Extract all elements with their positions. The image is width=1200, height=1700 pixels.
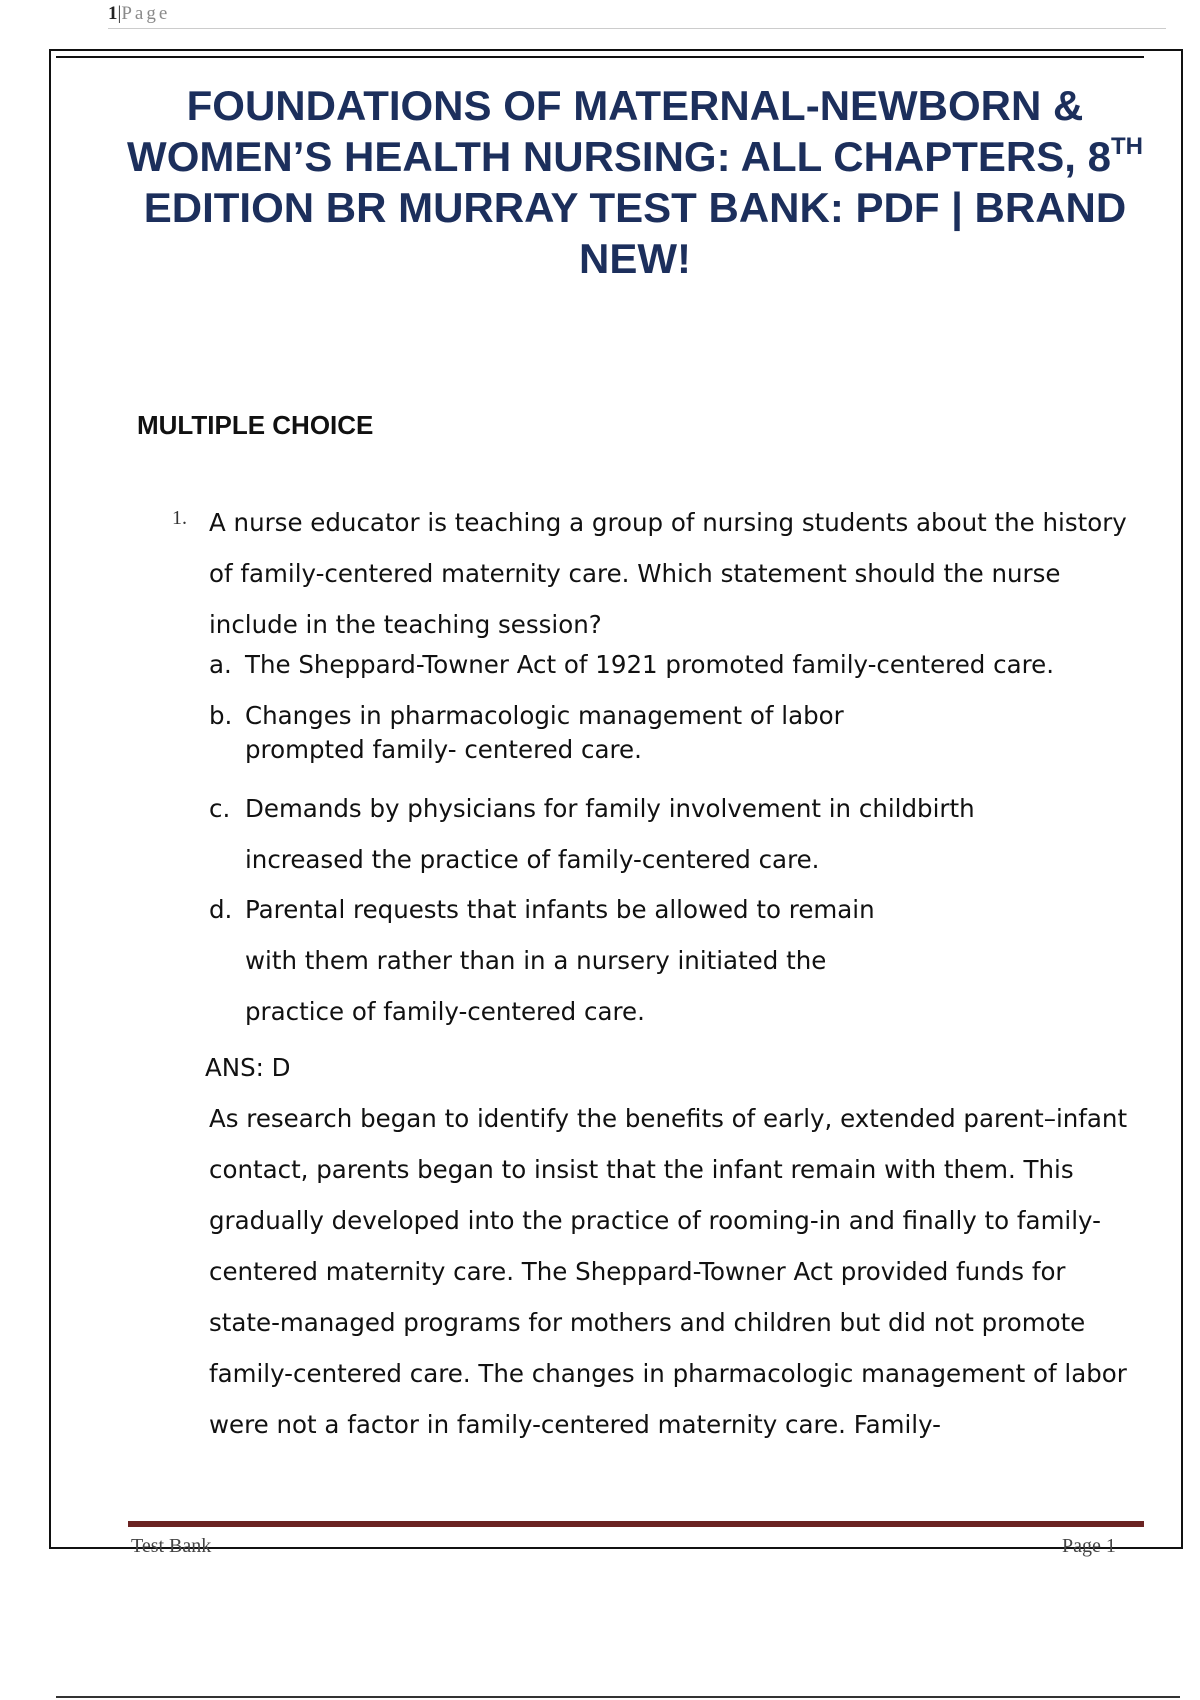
footer-left: Test Bank xyxy=(131,1535,212,1557)
page-label: Page xyxy=(121,3,171,24)
page-header xyxy=(108,0,1166,29)
section-heading: MULTIPLE CHOICE xyxy=(137,410,374,440)
answer-key: ANS: D xyxy=(205,1053,291,1082)
option-b-letter: b. xyxy=(209,701,233,730)
page-separator: | xyxy=(117,3,122,24)
title-part-2: EDITION BR MURRAY TEST BANK: PDF | BRAND NEW! xyxy=(143,184,1127,282)
page-number: 1 xyxy=(108,3,118,24)
answer-rationale: As research began to identify the benefits of early, extended parent–infant contact, parents began to insist that the infant remain with them. This gradually developed into the practice of rooming-in and finally to family-centered maternity care. The Sheppard-Towner Act provided funds for state-managed programs for mothers and children but did not promote family-centered care. The changes in pharmacologic management of labor were not a factor in family-centered maternity care. Family- xyxy=(209,1104,1128,1439)
option-d-text: Parental requests that infants be allowed to remain with them rather than in a nursery initiated the practice of family-centered care. xyxy=(245,895,875,1026)
footer-right: Page 1 xyxy=(1062,1535,1116,1557)
option-d-letter: d. xyxy=(209,895,233,924)
option-c-text: Demands by physicians for family involvement in childbirth increased the practice of family-centered care. xyxy=(245,794,975,874)
option-b-text: Changes in pharmacologic management of labor prompted family- centered care. xyxy=(245,701,844,764)
title-part-1: FOUNDATIONS OF MATERNAL-NEWBORN & WOMEN’S HEALTH NURSING: ALL CHAPTERS, 8 xyxy=(127,82,1111,180)
option-a-text: The Sheppard-Towner Act of 1921 promoted family-centered care. xyxy=(245,650,1054,679)
footer-rule xyxy=(128,1521,1144,1527)
option-a-letter: a. xyxy=(209,650,232,679)
bottom-rule xyxy=(56,1696,1180,1698)
question-stem: A nurse educator is teaching a group of nursing students about the history of family-centered maternity care. Which statement should the nurse include in the teaching session? xyxy=(209,508,1127,639)
title-superscript: TH xyxy=(1110,133,1143,160)
document-title xyxy=(100,80,1170,284)
question-number: 1. xyxy=(172,507,187,529)
option-c-letter: c. xyxy=(209,794,231,823)
border-top-rule xyxy=(56,56,1144,58)
